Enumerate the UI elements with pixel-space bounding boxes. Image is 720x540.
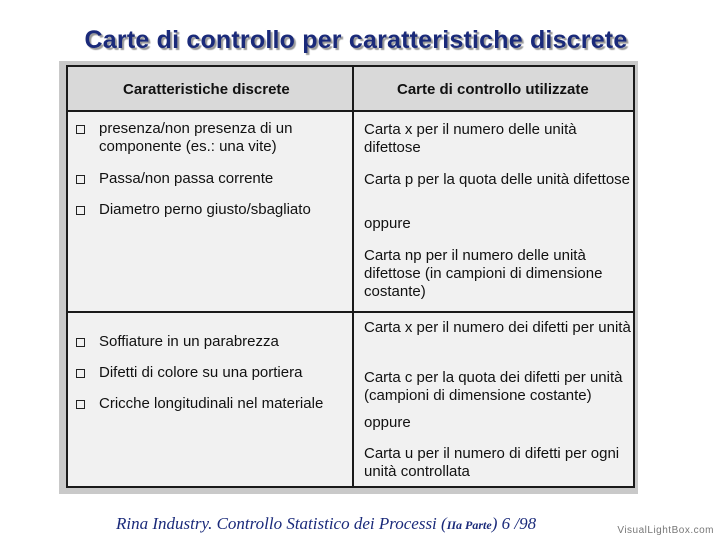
list-item [76,120,346,156]
checkbox-bullet-icon [76,125,85,134]
oppure-text: oppure [364,414,411,431]
item-text: Diametro perno giusto/sbagliato [99,201,311,218]
header-right: Carte di controllo utilizzate [397,81,589,98]
row-divider [68,311,633,313]
scanned-table-image [59,61,638,494]
list-item [76,170,346,188]
checkbox-bullet-icon [76,400,85,409]
item-text: presenza/non presenza di un componente (es.: una vite) [99,120,293,155]
chart-type-text: Carta p per la quota delle unità difettose [364,171,631,188]
chart-type-text: Carta np per il numero delle unità difettose (in campioni di dimensione costante) [364,247,603,300]
chart-type-text: Carta c per la quota dei difetti per unità (campioni di dimensione costante) [364,369,623,404]
characteristics-table [66,65,635,488]
list-item [76,201,346,219]
footer-page: ) 6 /98 [491,514,537,533]
chart-type-text: Carta x per il numero delle unità difettose [364,121,577,156]
oppure-text: oppure [364,215,411,232]
chart-type-text: Carta u per il numero di difetti per ogni unità controllata [364,445,620,480]
checkbox-bullet-icon [76,338,85,347]
item-text: Soffiature in un parabrezza [99,333,279,350]
column-divider [352,67,354,486]
table-header-row [68,67,633,112]
header-left: Caratteristiche discrete [123,81,290,98]
list-item [76,364,346,382]
watermark-text: VisualLightBox.com [617,525,714,536]
item-text: Cricche longitudinali nel materiale [99,395,324,412]
chart-type-text: Carta x per il numero dei difetti per unità [364,319,631,336]
checkbox-bullet-icon [76,206,85,215]
footer-citation [116,514,536,534]
checkbox-bullet-icon [76,175,85,184]
item-text: Passa/non passa corrente [99,170,274,187]
list-item [76,333,346,351]
checkbox-bullet-icon [76,369,85,378]
footer-text: Rina Industry. Controllo Statistico dei Processi ( [116,514,447,533]
item-text: Difetti di colore su una portiera [99,364,303,381]
footer-part: IIa Parte [446,518,492,532]
slide-title: Carte di controllo per caratteristiche discrete [84,26,628,54]
list-item [76,395,346,413]
